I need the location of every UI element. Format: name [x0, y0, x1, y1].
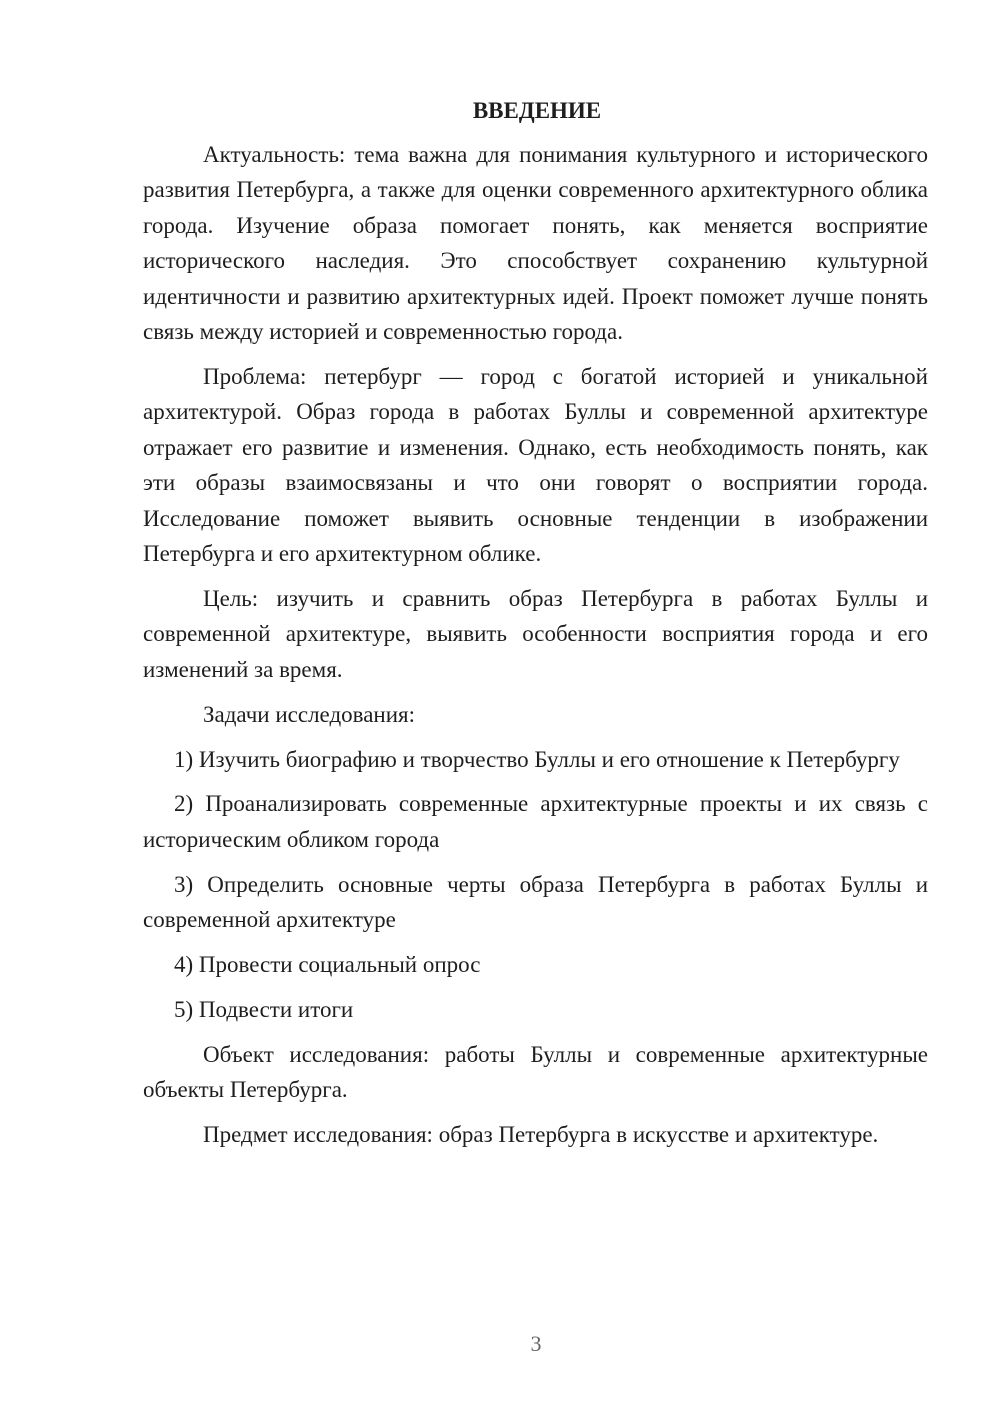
section-heading: ВВЕДЕНИЕ [472, 98, 602, 123]
tasks-heading: Задачи исследования: [203, 701, 416, 727]
task-item-3: 3) Определить основные черты образа Петербурга в работах Буллы и современной архитектуре [143, 871, 928, 933]
goal-paragraph: Цель: изучить и сравнить образ Петербурга в работах Буллы и современной архитектуре, выявить особенности восприятия города и его изменений за время. [143, 585, 928, 682]
task-item-4: 4) Провести социальный опрос [174, 952, 481, 978]
task-item-2: 2) Проанализировать современные архитектурные проекты и их связь с историческим обликом города [143, 791, 928, 852]
relevance-paragraph: Актуальность: тема важна для понимания культурного и исторического развития Петербурга, а также для оценки современного архитектурного облика города. Изучение образа помогает понять, как меняется восприятие исторического наследия. Это способствует сохранению культурной идентичности и развитию архитектурных идей. Проект поможет лучше понять связь между историей и современностью города. [143, 142, 928, 345]
document-page [143, 96, 928, 1162]
page-number: 3 [530, 1331, 542, 1356]
object-paragraph: Объект исследования: работы Буллы и современные архитектурные объекты Петербурга. [143, 1041, 928, 1103]
task-item-1: 1) Изучить биографию и творчество Буллы и его отношение к Петербургу [174, 746, 900, 772]
subject-paragraph: Предмет исследования: образ Петербурга в искусстве и архитектуре. [203, 1122, 879, 1148]
task-item-5: 5) Подвести итоги [174, 996, 354, 1022]
problem-paragraph: Проблема: петербург — город с богатой историей и уникальной архитектурой. Образ города в работах Буллы и современной архитектуре отражает его развитие и изменения. Однако, есть необходимость понять, как эти образы взаимосвязаны и что они говорят о восприятии города. Исследование поможет выявить основные тенденции в изображении Петербурга и его архитектурном облике. [143, 363, 928, 566]
